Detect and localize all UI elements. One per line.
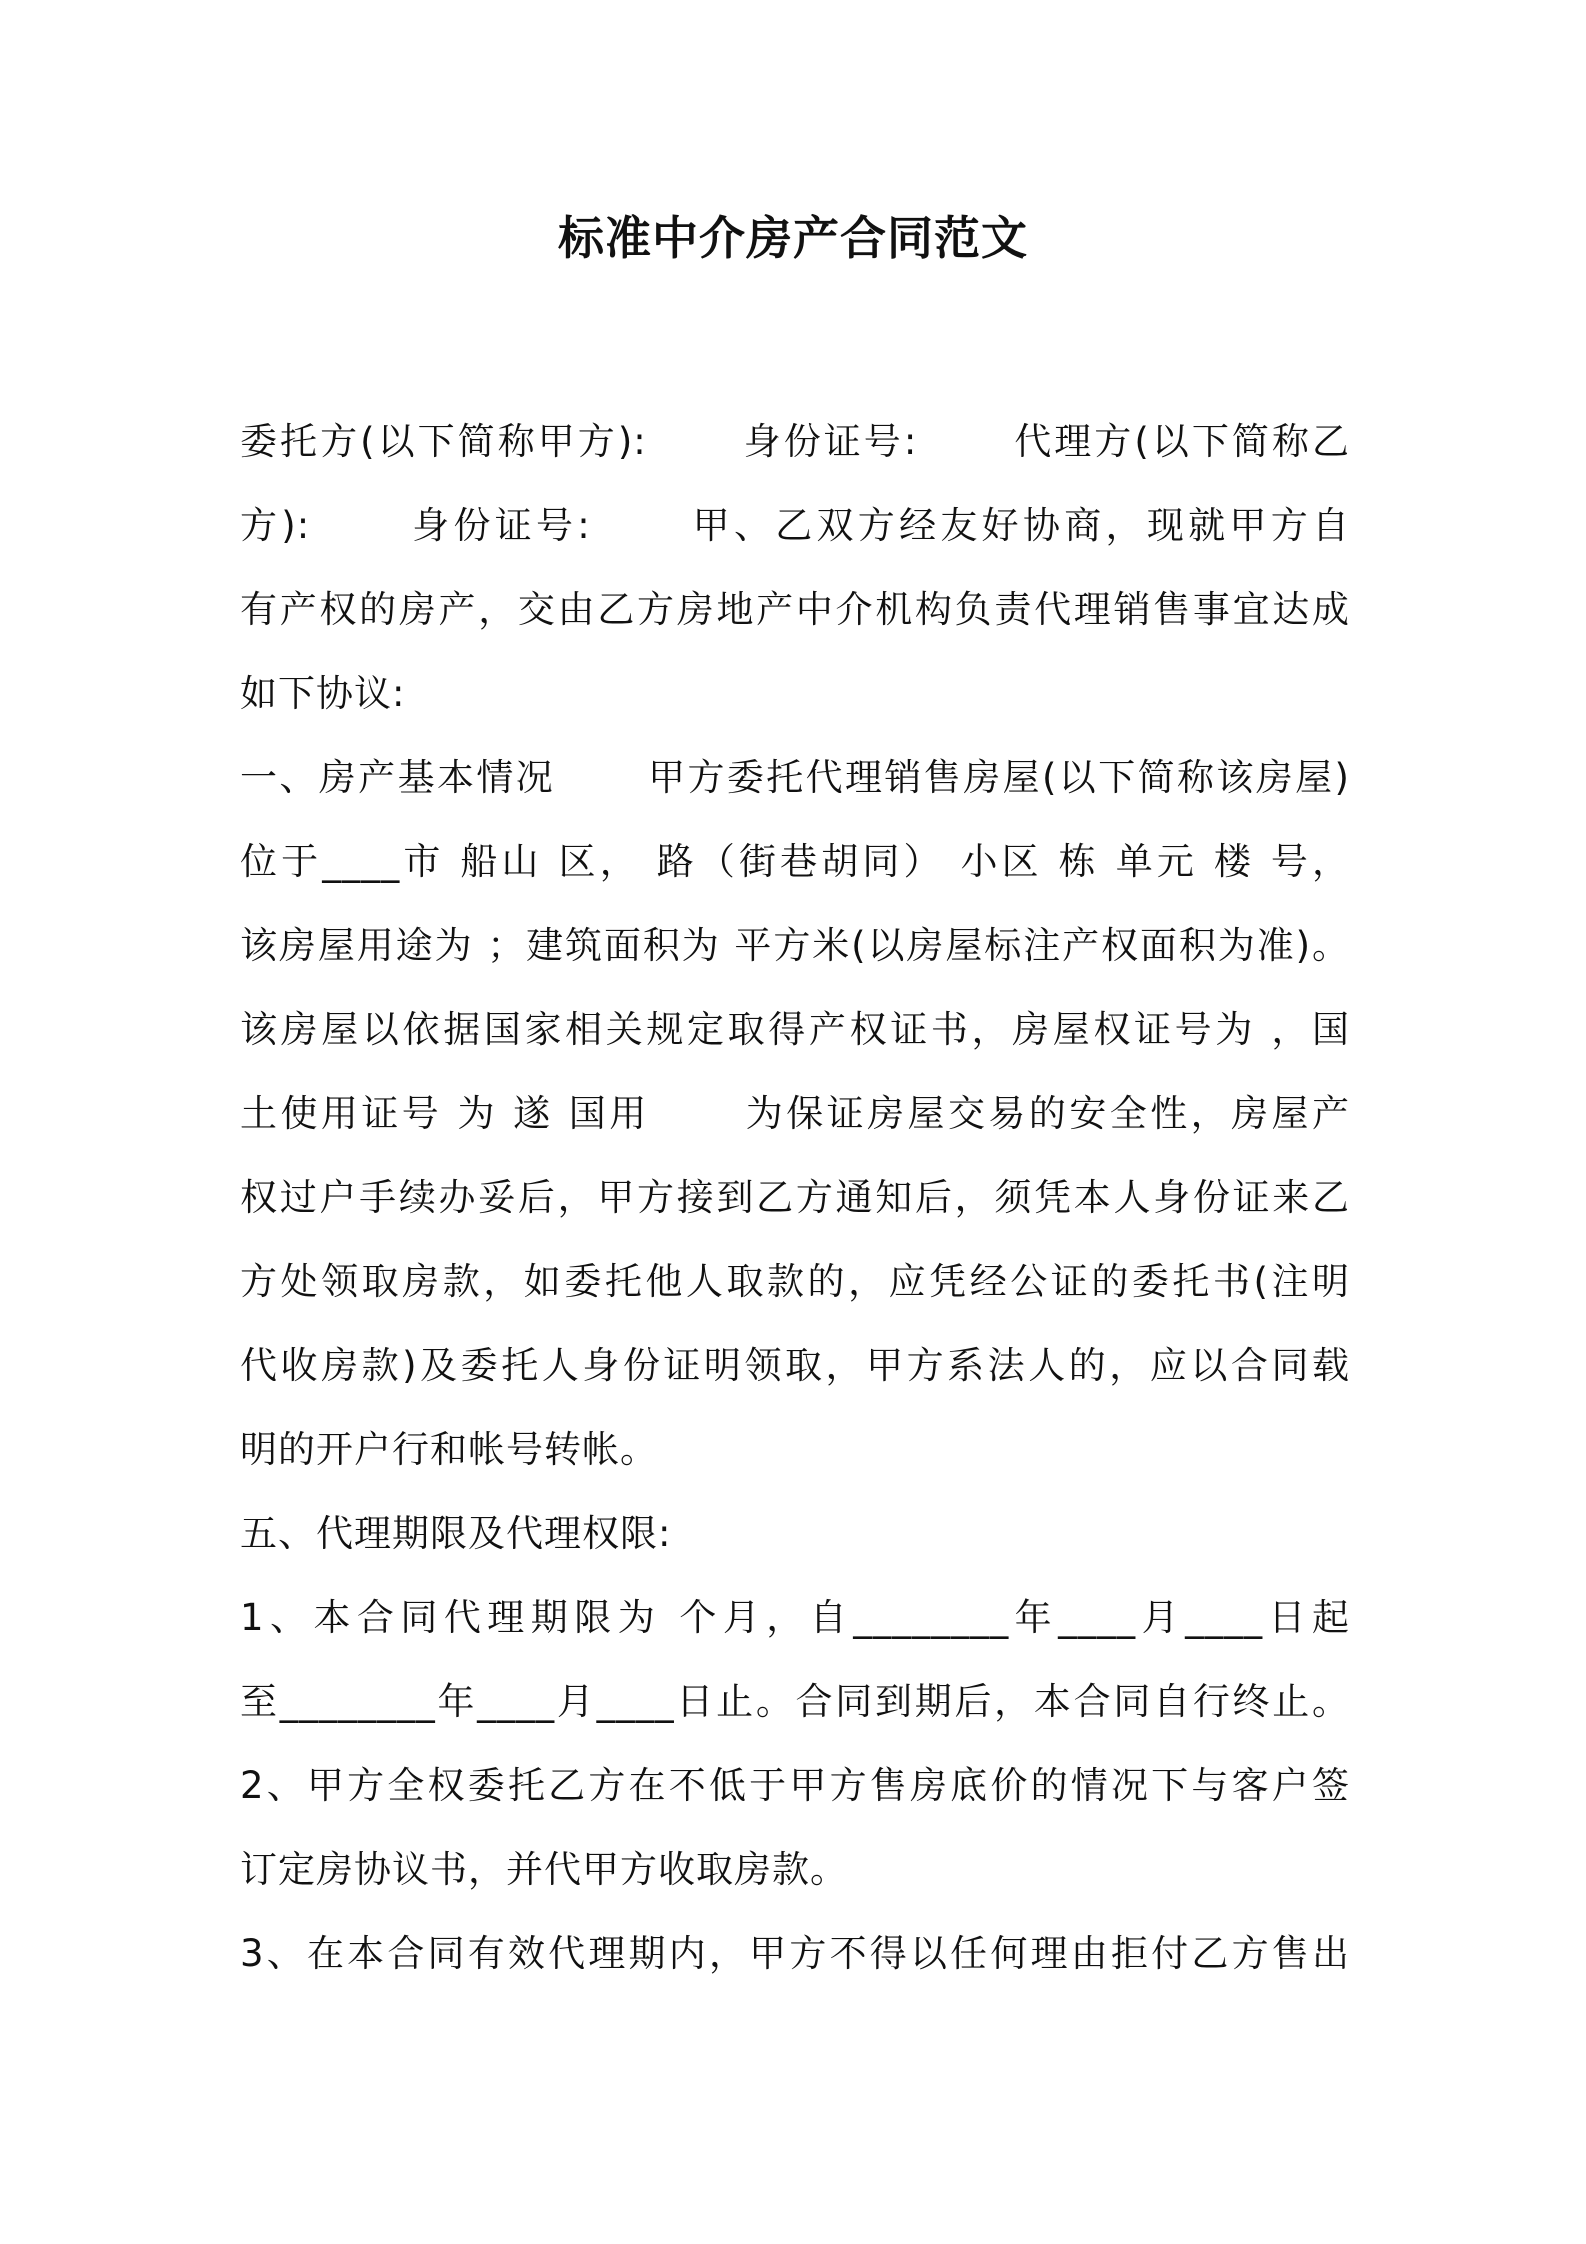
body-line: 该房屋以依据国家相关规定取得产权证书，房屋权证号为 ，国 — [240, 1008, 1350, 1051]
body-line: 如下协议: — [240, 672, 406, 715]
document-title: 标准中介房产合同范文 — [558, 211, 1028, 265]
body-line: 该房屋用途为 ；建筑面积为 平方米(以房屋标注产权面积为准)。 — [240, 924, 1350, 967]
body-line: 1、本合同代理期限为 个月，自________年____月____日起 — [240, 1596, 1350, 1639]
body-line: 有产权的房产，交由乙方房地产中介机构负责代理销售事宜达成 — [240, 588, 1350, 631]
document-body — [240, 400, 1350, 1996]
body-line: 土使用证号 为 遂 国用 为保证房屋交易的安全性，房屋产 — [240, 1092, 1350, 1135]
section-heading: 五、代理期限及代理权限: — [240, 1512, 672, 1555]
body-line: 至________年____月____日止。合同到期后，本合同自行终止。 — [240, 1680, 1350, 1723]
body-line: 订定房协议书，并代甲方收取房款。 — [240, 1848, 848, 1891]
body-line: 权过户手续办妥后，甲方接到乙方通知后，须凭本人身份证来乙 — [240, 1176, 1350, 1219]
body-line: 方): 身份证号: 甲、乙双方经友好协商，现就甲方自 — [240, 504, 1350, 547]
body-line: 委托方(以下简称甲方): 身份证号: 代理方(以下简称乙 — [240, 420, 1350, 463]
body-line: 2、甲方全权委托乙方在不低于甲方售房底价的情况下与客户签 — [240, 1764, 1350, 1807]
body-line: 代收房款)及委托人身份证明领取，甲方系法人的，应以合同载 — [240, 1344, 1350, 1387]
body-line: 一、房产基本情况 甲方委托代理销售房屋(以下简称该房屋) — [240, 756, 1350, 799]
body-line: 方处领取房款，如委托他人取款的，应凭经公证的委托书(注明 — [240, 1260, 1350, 1303]
body-line: 明的开户行和帐号转帐。 — [240, 1428, 658, 1471]
body-line: 3、在本合同有效代理期内，甲方不得以任何理由拒付乙方售出 — [240, 1932, 1350, 1975]
body-line: 位于____市 船山 区， 路（街巷胡同） 小区 栋 单元 楼 号， — [240, 840, 1350, 883]
